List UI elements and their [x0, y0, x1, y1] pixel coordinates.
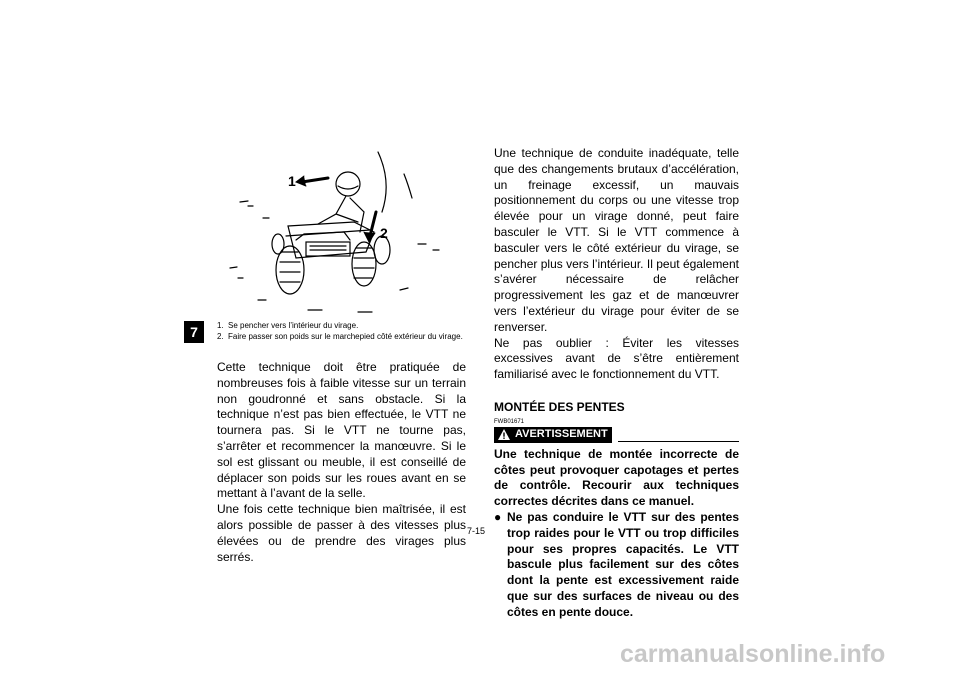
caption-text: Se pencher vers l’intérieur du virage. [228, 321, 359, 330]
caption-text: Faire passer son poids sur le marchepied côté extérieur du virage. [228, 332, 463, 341]
right-column [494, 146, 739, 621]
bullet-dot-icon: ● [494, 509, 502, 524]
figure-captions [217, 320, 469, 342]
caption-number: 1. [217, 321, 224, 330]
warning-triangle-icon [497, 428, 511, 441]
body-paragraph: Cette technique doit être pratiquée de nombreuses fois à faible vitesse sur un terrain non goudronné et sans obstacle. Si la technique n’est pas bien effectuée, le VTT ne tournera pas. Si le VTT ne tourne pas, s’arrêter et recommencer la manœuvre. Si le sol est glissant ou meuble, il est conseillé de déplacer son poids sur les roues avant en se mettant à l’avant de la selle. [217, 360, 466, 501]
warning-badge [494, 427, 612, 443]
caption-item [217, 320, 469, 331]
warning-header [494, 427, 739, 443]
atv-turning-illustration [218, 140, 470, 318]
watermark: carmanualsonline.info [620, 640, 886, 668]
page-number: 7-15 [467, 526, 486, 536]
body-paragraph: Une fois cette technique bien maîtrisée, il est alors possible de passer à des vitesses plus élevées ou de prendre des virages plus serrés. [217, 502, 466, 564]
caption-item [217, 331, 469, 342]
warning-rule [618, 427, 739, 442]
body-paragraph: Une technique de conduite inadéquate, telle que des changements brutaux d’accélération, un freinage excessif, un mauvais positionnement du corps ou une vitesse trop élevée pour un virage donné, peut faire basculer le VTT. Si le VTT commence à basculer vers le côté extérieur du virage, se pencher plus vers l’intérieur. Il peut également s’avérer nécessaire de relâcher progressivement les gaz et de manœuvrer vers l’extérieur du virage pour éviter de se renverser. [494, 146, 739, 334]
warning-bullet [494, 510, 739, 621]
callout-1: 1 [288, 173, 296, 189]
chapter-tab: 7 [184, 321, 204, 343]
left-column-text [217, 360, 466, 565]
warning-body: Une technique de montée incorrecte de côtes peut provoquer capotages et pertes de contrôle. Recourir aux techniques correctes décrites dans ce manuel. [494, 446, 739, 509]
warning-label: AVERTISSEMENT [515, 427, 608, 440]
body-paragraph: Ne pas oublier : Éviter les vitesses excessives avant de s’être entièrement familiarisé avec le fonctionnement du VTT. [494, 335, 739, 382]
caption-number: 2. [217, 332, 224, 341]
section-code: FWB01671 [494, 418, 525, 425]
warning-bullet-text: Ne pas conduire le VTT sur des pentes trop raides pour le VTT ou trop difficiles pour ses propres capacités. Le VTT bascule plus facilement sur des côtes dont la pente est excessivement raide que sur des surfaces de niveau ou des côtes en pente douce. [507, 509, 739, 619]
section-heading: MONTÉE DES PENTES [494, 399, 625, 414]
callout-2: 2 [380, 225, 388, 241]
